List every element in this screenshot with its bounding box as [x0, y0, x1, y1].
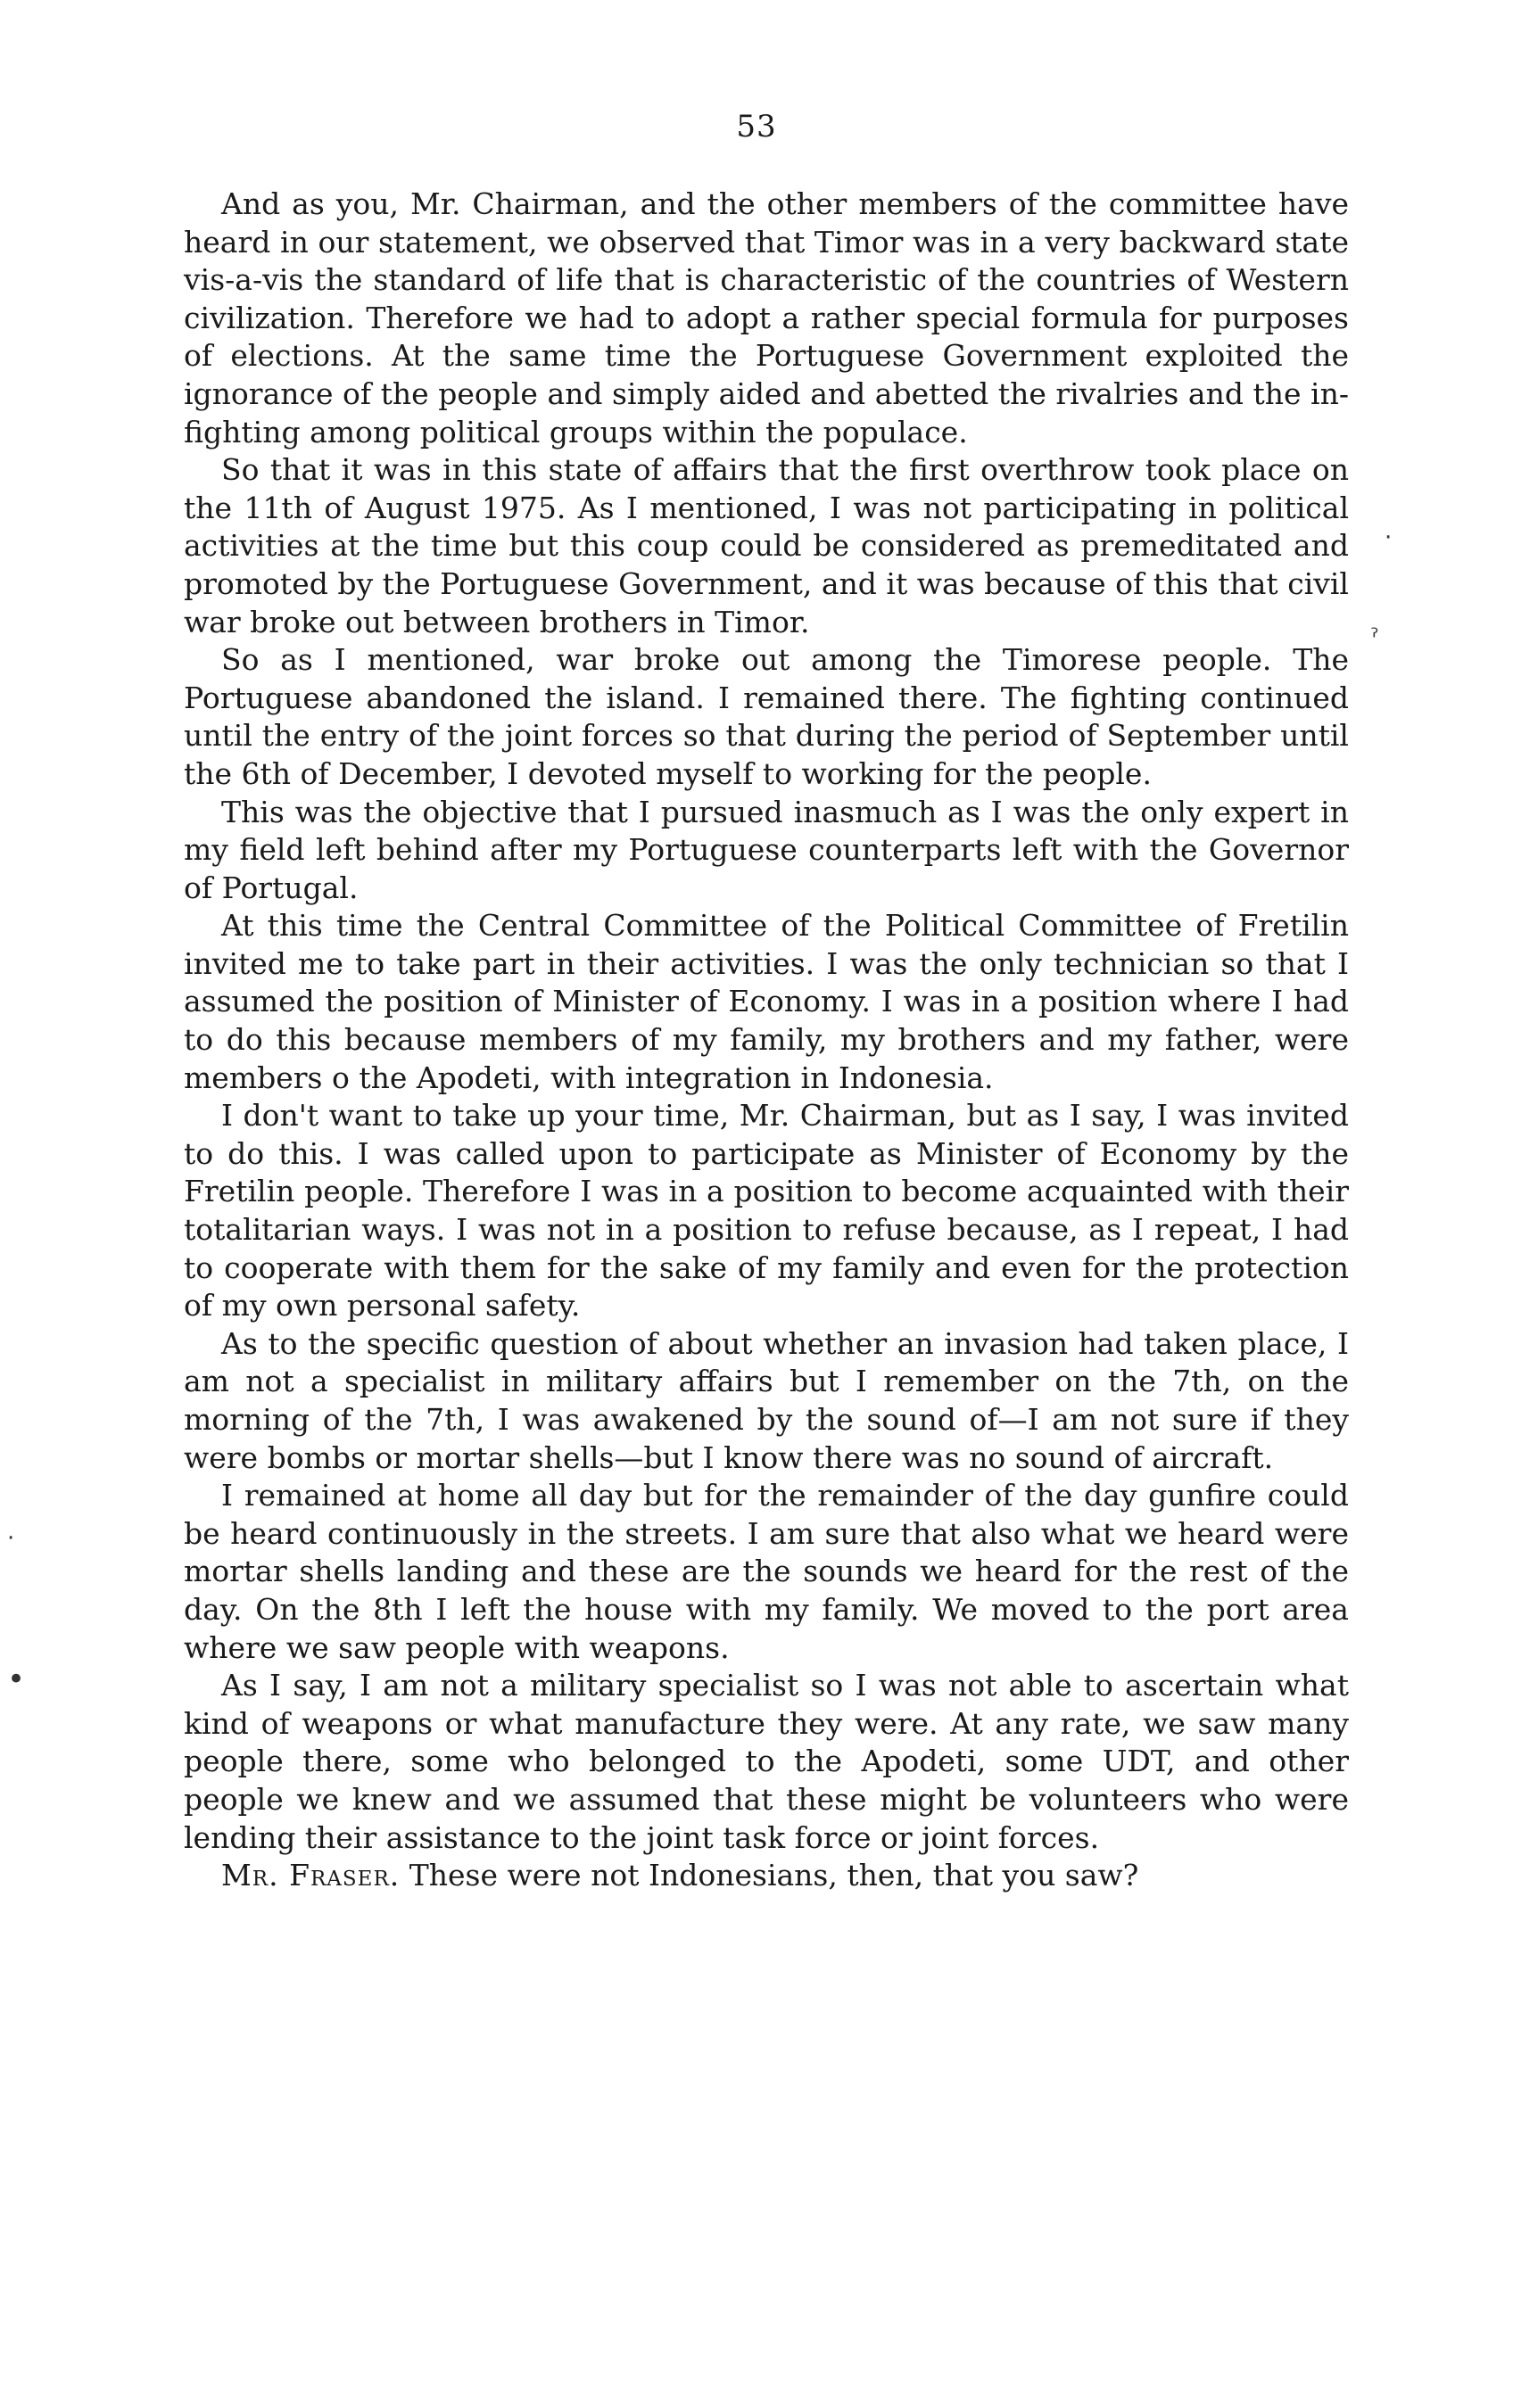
- paragraph: At this time the Central Committee of the Political Committee of Fretilin invited me to take part in their activities. I was the only technician so that I assumed the position of Minister of Economy. I was in a position where I had to do this because members of my family, my brothers and my father, were members o the Apodeti, with integration in Indonesia.: [184, 908, 1349, 1095]
- paragraph: This was the objective that I pursued inasmuch as I was the only expert in my field left behind after my Portuguese counterparts left with the Governor of Portugal.: [184, 794, 1349, 905]
- paragraph: I don't want to take up your time, Mr. Chairman, but as I say, I was invited to do this. I was called upon to participate as Minister of Economy by the Fretilin people. Therefore I was in a position to become acquainted with their totalitarian ways. I was not in a position to refuse because, as I repeat, I had to cooperate with them for the sake of my family and even for the protection of my own personal safety.: [184, 1098, 1349, 1324]
- margin-bullet-mark: •: [7, 1662, 26, 1697]
- paragraph: So that it was in this state of affairs that the first overthrow took place on the 11th of August 1975. As I mentioned, I was not participating in political activities at the time but this coup could be considered as premeditated and promoted by the Portuguese Government, and it was because of this that civil war broke out between brothers in Timor.: [184, 452, 1349, 639]
- paragraph: And as you, Mr. Chairman, and the other members of the committee have heard in our statement, we observed that Timor was in a very backward state vis-a-vis the standard of life that is characteristic of the countries of Western civilization. Therefore we had to adopt a rather special formula for purposes of elections. At the same time the Portuguese Government exploited the ignorance of the people and simply aided and abetted the rivalries and the in-fighting among political groups within the populace.: [184, 186, 1349, 449]
- paragraph: So as I mentioned, war broke out among the Timorese people. The Portuguese abandoned the island. I remained there. The fighting continued until the entry of the joint forces so that during the period of September until the 6th of December, I devoted myself to working for the people.: [184, 642, 1349, 791]
- margin-tick-mark: ˀ: [1370, 624, 1379, 651]
- paragraph: As to the specific question of about whether an invasion had taken place, I am not a specialist in military affairs but I remember on the 7th, on the morning of the 7th, I was awakened by the sound of—I am not sure if they were bombs or mortar shells—but I know there was no sound of aircraft.: [184, 1325, 1349, 1475]
- paragraph: As I say, I am not a military specialist so I was not able to ascertain what kind of weapons or what manufacture they were. At any rate, we saw many people there, some who belonged to the Apodeti, some UDT, and other people we knew and we assumed that these might be volunteers who were lending their assistance to the joint task force or joint forces.: [184, 1668, 1349, 1855]
- speaker-text: These were not Indonesians, then, that you saw?: [400, 1858, 1139, 1893]
- margin-dot-mark: ·: [1385, 524, 1393, 551]
- document-body: [184, 186, 1349, 1895]
- closing-question: [184, 1857, 1349, 1895]
- margin-dot-mark: ·: [7, 1525, 15, 1552]
- page-number: 53: [736, 109, 777, 144]
- speaker-name: Mr. Fraser.: [221, 1858, 401, 1893]
- paragraph: I remained at home all day but for the remainder of the day gunfire could be heard continuously in the streets. I am sure that also what we heard were mortar shells landing and these are the sounds we heard for the rest of the day. On the 8th I left the house with my family. We moved to the port area where we saw people with weapons.: [184, 1478, 1349, 1665]
